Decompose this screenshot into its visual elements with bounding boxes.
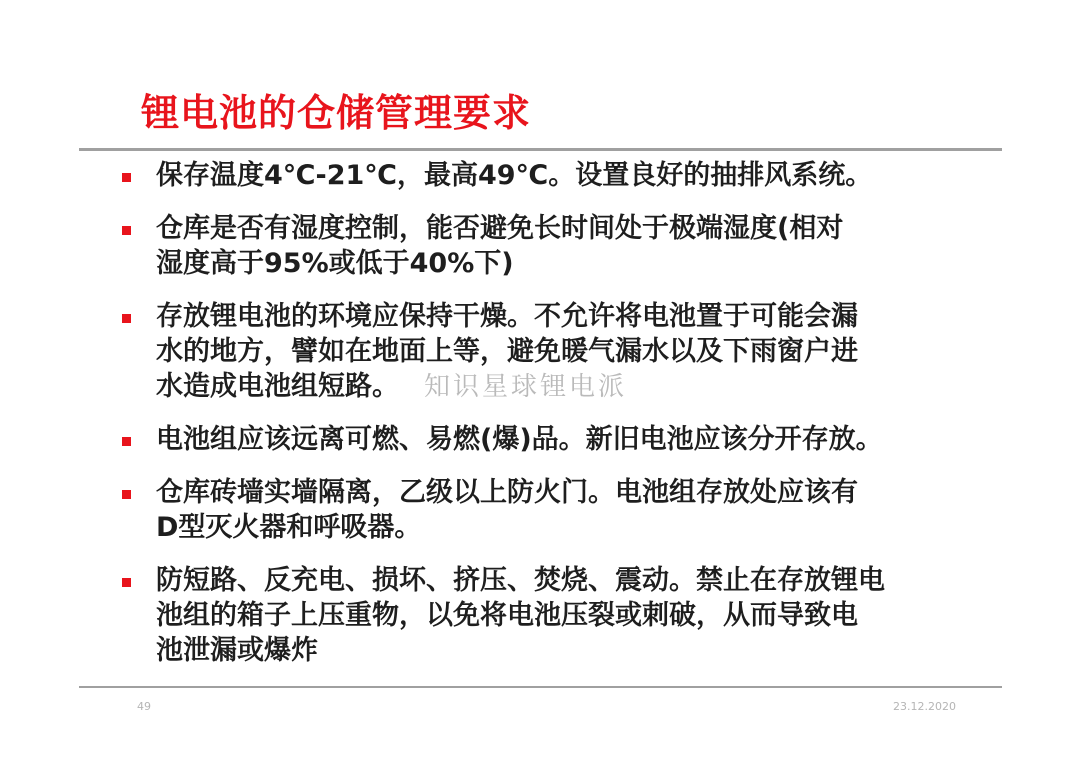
bullet-text-line: 仓库是否有湿度控制，能否避免长时间处于极端湿度(相对 xyxy=(156,213,844,244)
watermark-text: 知识星球锂电派 xyxy=(424,372,628,402)
bullet-marker-icon xyxy=(122,578,131,587)
bullet-text-line: 池泄漏或爆炸 xyxy=(156,635,318,666)
bullet-marker-icon xyxy=(122,173,131,182)
footer-divider xyxy=(79,686,1002,688)
bullet-text-line: 防短路、反充电、损坏、挤压、焚烧、震动。禁止在存放锂电 xyxy=(156,565,885,596)
bullet-item xyxy=(120,211,990,281)
bullet-item xyxy=(120,563,990,668)
bullet-marker-icon xyxy=(122,314,131,323)
bullet-item xyxy=(120,158,990,193)
bullet-text-line: 池组的箱子上压重物，以免将电池压裂或刺破，从而导致电 xyxy=(156,600,858,631)
bullet-marker-icon xyxy=(122,437,131,446)
bullet-text-line: 水造成电池组短路。 xyxy=(156,371,399,402)
bullet-marker-icon xyxy=(122,490,131,499)
page-number: 49 xyxy=(137,700,151,713)
bullet-text-line: 仓库砖墙实墙隔离，乙级以上防火门。电池组存放处应该有 xyxy=(156,477,858,508)
bullet-text-line: 电池组应该远离可燃、易燃(爆)品。新旧电池应该分开存放。 xyxy=(156,424,883,455)
bullet-item xyxy=(120,422,990,457)
slide-date: 23.12.2020 xyxy=(893,700,956,713)
bullet-text-line: 存放锂电池的环境应保持干燥。不允许将电池置于可能会漏 xyxy=(156,301,858,332)
bullet-text-line: 保存温度4℃-21℃，最高49℃。设置良好的抽排风系统。 xyxy=(156,160,873,191)
bullet-text-line: D型灭火器和呼吸器。 xyxy=(156,512,422,543)
title-divider xyxy=(79,148,1002,151)
bullet-item xyxy=(120,475,990,545)
bullet-marker-icon xyxy=(122,226,131,235)
slide-title: 锂电池的仓储管理要求 xyxy=(141,91,532,135)
bullet-text-line: 水的地方，譬如在地面上等，避免暖气漏水以及下雨窗户进 xyxy=(156,336,858,367)
bullet-text-line: 湿度高于95%或低于40%下) xyxy=(156,248,514,279)
bullet-list xyxy=(120,158,990,686)
